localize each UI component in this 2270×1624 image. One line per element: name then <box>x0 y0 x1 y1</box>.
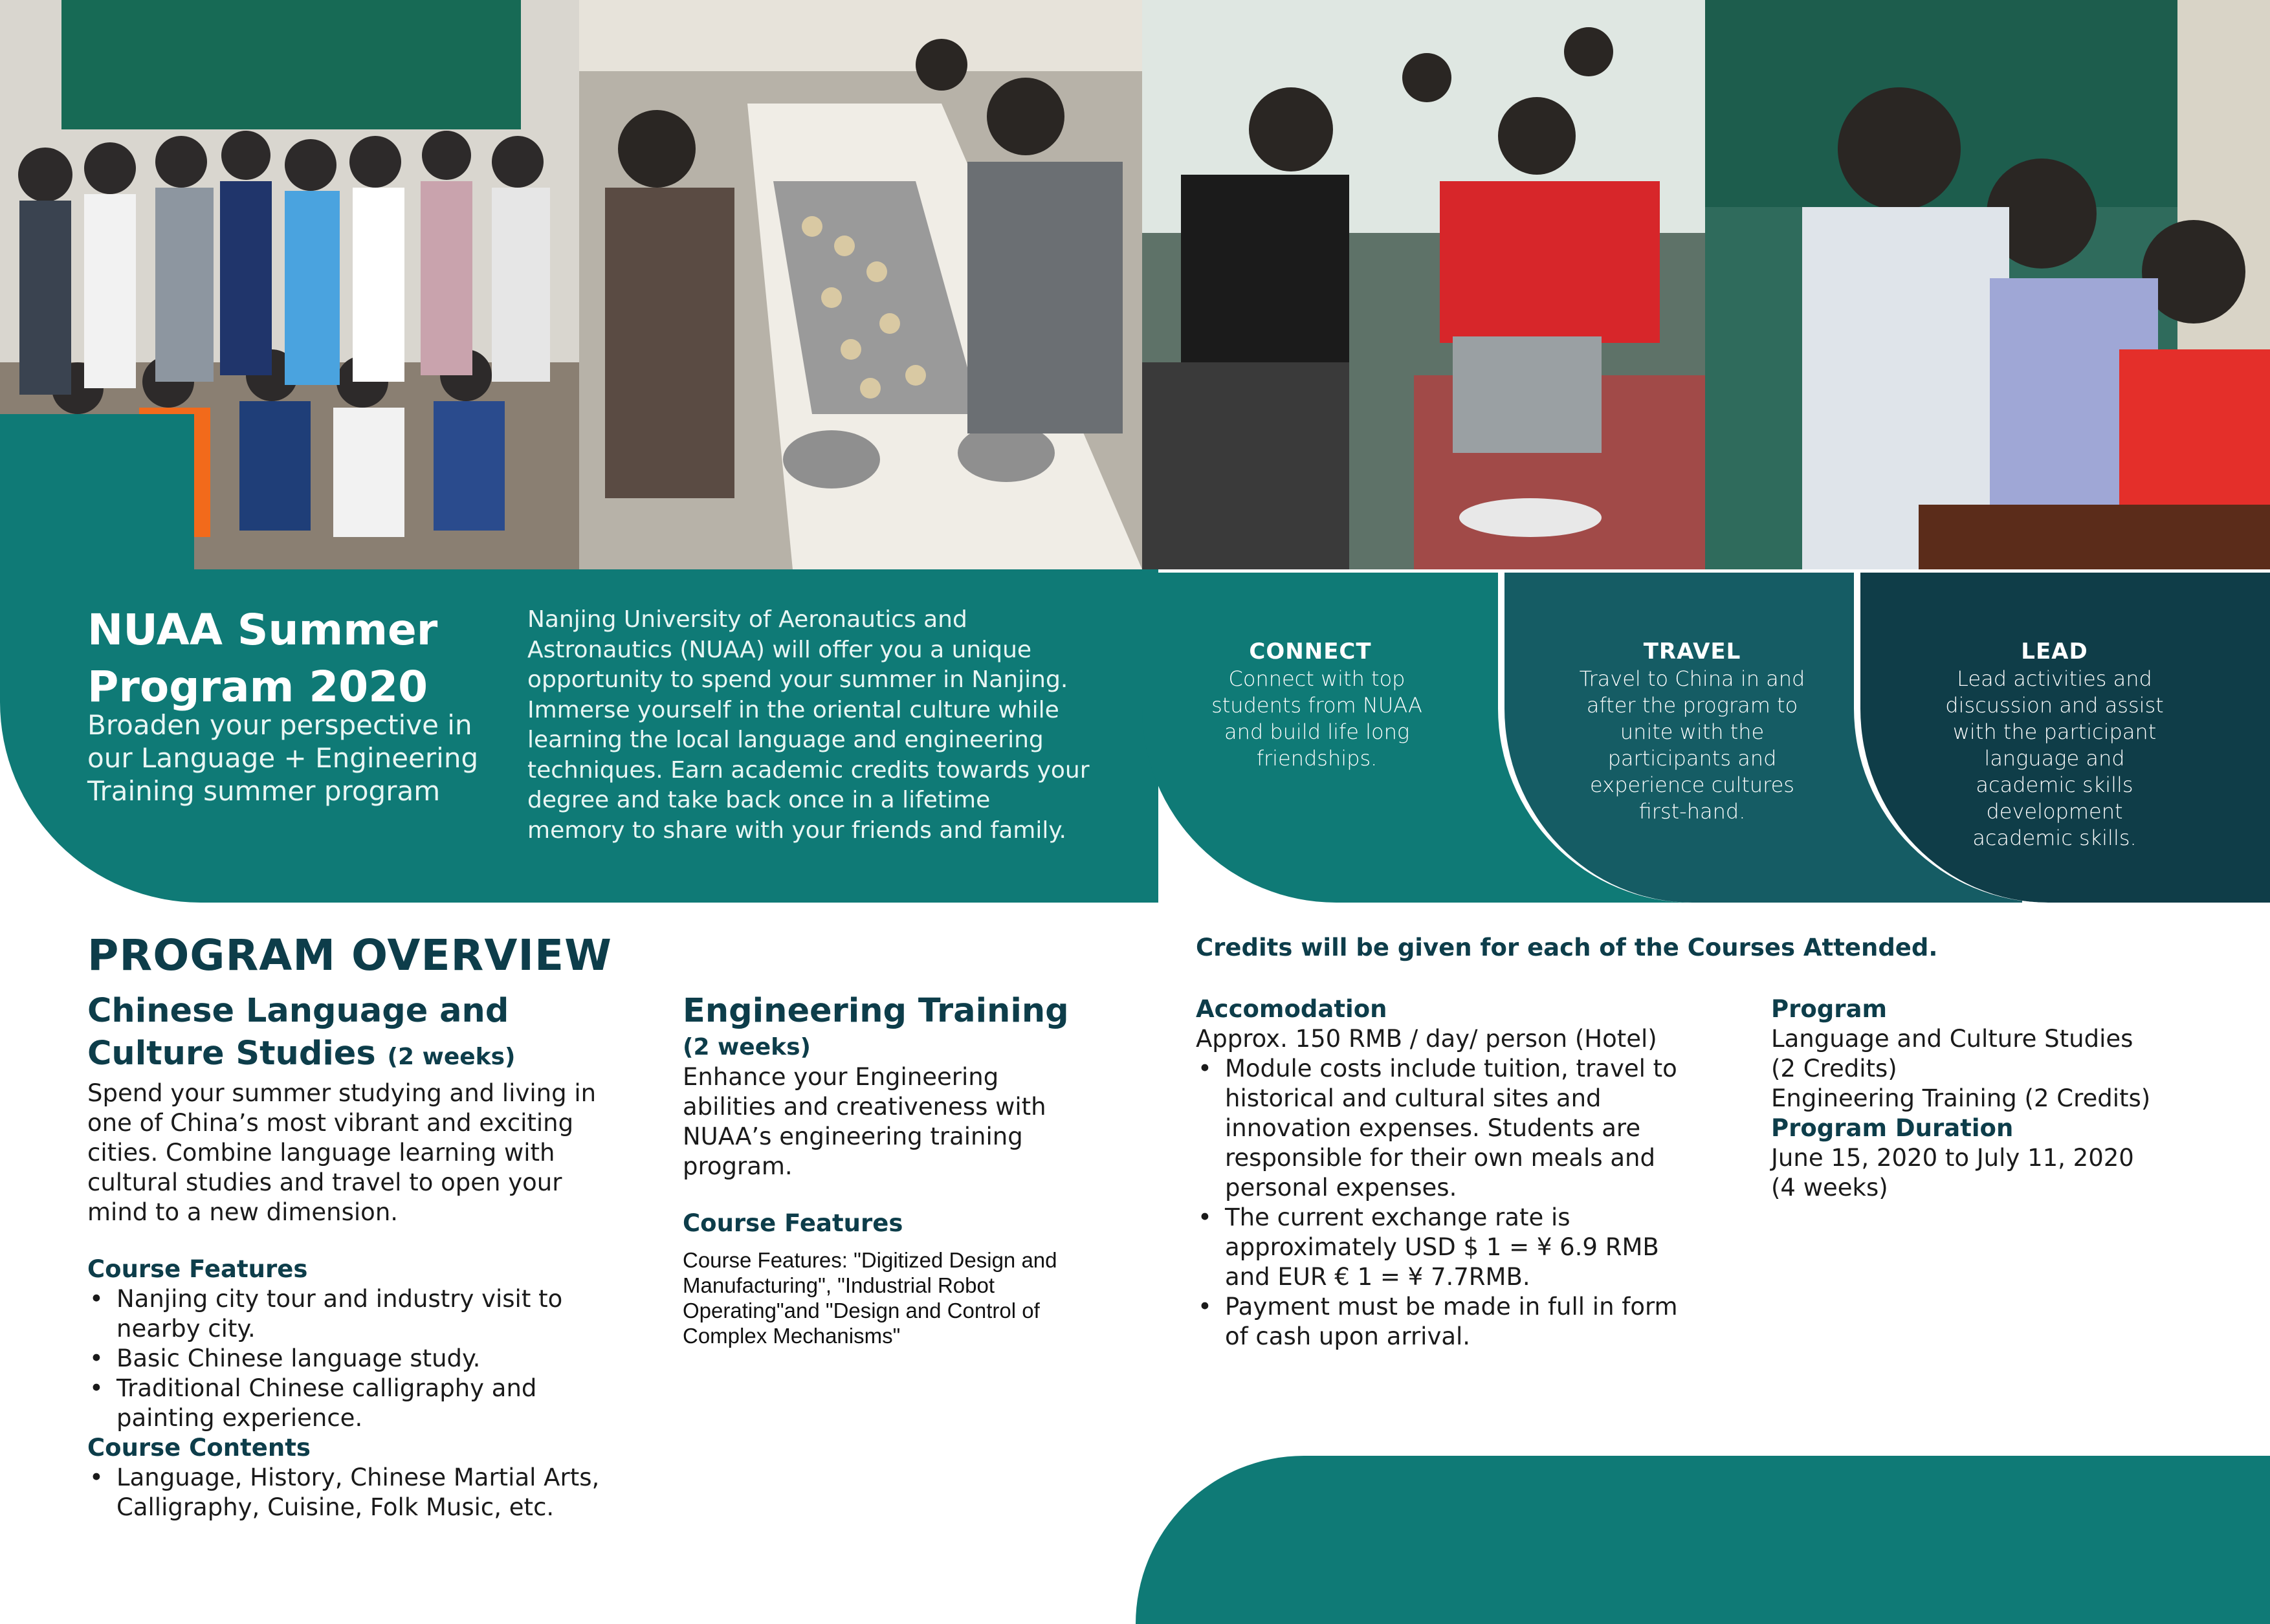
accommodation-label: Accomodation <box>1196 995 1387 1023</box>
chinese-features-label: Course Features <box>87 1255 308 1283</box>
program-duration-label: Program Duration <box>1771 1114 2014 1142</box>
hero-intro: Nanjing University of Aeronautics and Astronautics (NUAA) will offer you a unique opportunity to spend your summer in Nanjing. Immerse yourself in the oriental culture while learning the local language and engineering techniques. Earn academic credits towards your degree and take back once in a lifetime memory to share with your friends and family. <box>527 606 1090 844</box>
engineering-title: Engineering Training <box>683 992 1069 1030</box>
photo-drone-outdoor <box>1142 0 1705 569</box>
chinese-title <box>87 990 618 1079</box>
card-lead-title: LEAD <box>2021 639 2088 664</box>
section-accommodation <box>1196 994 1701 1352</box>
program-line1: Language and Culture Studies <box>1771 1025 2133 1053</box>
section-chinese <box>87 990 618 1522</box>
accommodation-price: Approx. 150 RMB / day/ person (Hotel) <box>1196 1025 1657 1053</box>
hero-subtitle: Broaden your perspective in our Language + Engineering Training summer program <box>87 709 479 807</box>
card-travel-title: TRAVEL <box>1643 639 1741 664</box>
program-label: Program <box>1771 995 1888 1023</box>
card-connect-title: CONNECT <box>1249 639 1372 664</box>
overview-heading: PROGRAM OVERVIEW <box>87 930 612 980</box>
chinese-description: Spend your summer studying and living in one of China’s most vibrant and exciting cities. Combine language learning with cultural studies and travel to open your mind to a new dimension. <box>87 1079 597 1226</box>
list-item: • Module costs include tuition, travel to historical and cultural sites and innovation expenses. Students are responsible for their own meals and personal expenses. <box>1225 1054 1678 1203</box>
card-lead-body: Lead activities and discussion and assist with the participant language and academic skills development academic skills. <box>1945 666 2164 850</box>
list-item: • Language, History, Chinese Martial Arts, Calligraphy, Cuisine, Folk Music, etc. <box>116 1463 618 1522</box>
program-weeks: (4 weeks) <box>1771 1174 1888 1202</box>
card-connect-body: Connect with top students from NUAA and build life long friendships. <box>1211 666 1422 771</box>
engineering-description: Enhance your Engineering abilities and creativeness with NUAA’s engineering training program. <box>683 1063 1046 1180</box>
chinese-duration: (2 weeks) <box>387 1044 516 1070</box>
list-item: • Basic Chinese language study. <box>116 1344 618 1374</box>
program-line2: (2 Credits) <box>1771 1055 1897 1082</box>
list-item: • The current exchange rate is approximately USD $ 1 = ¥ 6.9 RMB and EUR € 1 = ¥ 7.7RMB. <box>1225 1203 1678 1292</box>
decorative-bottom-arc <box>1136 1456 2270 1624</box>
hero-title: NUAA Summer Program 2020 <box>87 605 438 712</box>
list-item: • Traditional Chinese calligraphy and painting experience. <box>116 1374 618 1433</box>
photo-dumpling-making <box>579 0 1142 569</box>
chinese-features-list <box>87 1284 618 1433</box>
chinese-title-text: Chinese Language and Culture Studies <box>87 992 509 1073</box>
program-line3: Engineering Training (2 Credits) <box>1771 1084 2151 1112</box>
accommodation-list <box>1196 1054 1678 1352</box>
engineering-duration: (2 weeks) <box>683 1034 811 1060</box>
list-item: • Payment must be made in full in form of cash upon arrival. <box>1225 1292 1678 1352</box>
engineering-features-text: Course Features: "Digitized Design and Manufacturing", "Industrial Robot Operating"and "Design and Control of Complex Mechanisms" <box>683 1248 1057 1348</box>
section-program <box>1771 994 2237 1203</box>
credits-note: Credits will be given for each of the Courses Attended. <box>1196 934 1938 961</box>
chinese-contents-label: Course Contents <box>87 1434 311 1462</box>
list-item: • Nanjing city tour and industry visit to nearby city. <box>116 1284 618 1344</box>
section-engineering <box>683 990 1084 1348</box>
hero-band-notch <box>0 414 194 576</box>
chinese-contents-list <box>87 1463 618 1522</box>
program-dates: June 15, 2020 to July 11, 2020 <box>1771 1144 2134 1172</box>
engineering-features-label: Course Features <box>683 1209 903 1237</box>
card-travel-body: Travel to China in and after the program to unite with the participants and experience cultures first-hand. <box>1579 666 1805 824</box>
photo-lab-engineering <box>1705 0 2270 569</box>
